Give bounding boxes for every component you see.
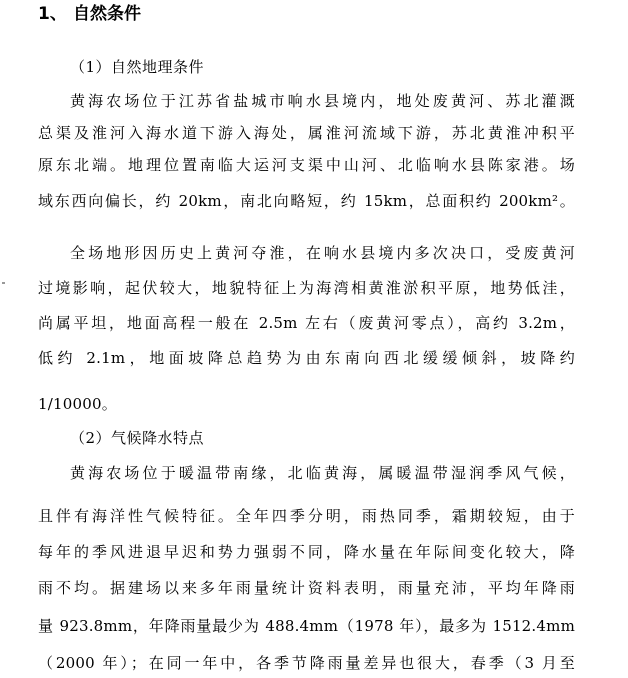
- heading-title: 自然条件: [73, 4, 141, 24]
- paragraph-line: 原东北端。地理位置南临大运河支渠中山河、北临响水县陈家港。场: [38, 156, 575, 174]
- paragraph-line: 全场地形因历史上黄河夺淮，在响水县境内多次决口，受废黄河: [70, 244, 575, 262]
- paragraph-line: 黄海农场位于江苏省盐城市响水县境内，地处废黄河、苏北灌溉: [70, 92, 575, 110]
- paragraph-line: 域东西向偏长，约 20km，南北向略短，约 15km，总面积约 200km²。: [38, 192, 575, 210]
- paragraph-line: 雨不均。据建场以来多年雨量统计资料表明，雨量充沛，平均年降雨: [38, 579, 575, 597]
- paragraph-line: 尚属平坦，地面高程一般在 2.5m 左右（废黄河零点），高约 3.2m，: [38, 314, 575, 332]
- paragraph-line: 黄海农场位于暖温带南缘，北临黄海，属暖温带湿润季风气候，: [70, 464, 575, 482]
- paragraph-line: 总渠及淮河入海水道下游入海处，属淮河流域下游，苏北黄淮冲积平: [38, 124, 575, 142]
- paragraph-line: 低约 2.1m，地面坡降总趋势为由东南向西北缓缓倾斜，坡降约: [38, 349, 575, 367]
- heading-number: 1、: [38, 4, 67, 24]
- margin-mark: [2, 282, 5, 284]
- subsection-title-climate: （2）气候降水特点: [70, 429, 205, 447]
- paragraph-line: 1/10000。: [38, 395, 117, 413]
- paragraph-line: （2000 年）；在同一年中，各季节降雨量差异也很大，春季（3 月至: [38, 654, 575, 672]
- paragraph-line: 过境影响，起伏较大，地貌特征上为海湾相黄淮淤积平原，地势低洼，: [38, 279, 575, 297]
- paragraph-line: 量 923.8mm，年降雨量最少为 488.4mm（1978 年），最多为 1512.4mm: [38, 617, 575, 635]
- paragraph-line: 每年的季风进退早迟和势力强弱不同，降水量在年际间变化较大，降: [38, 543, 575, 561]
- paragraph-line: 且伴有海洋性气候特征。全年四季分明，雨热同季，霜期较短，由于: [38, 507, 575, 525]
- subsection-title-geography: （1）自然地理条件: [70, 58, 205, 76]
- section-heading: [38, 2, 141, 26]
